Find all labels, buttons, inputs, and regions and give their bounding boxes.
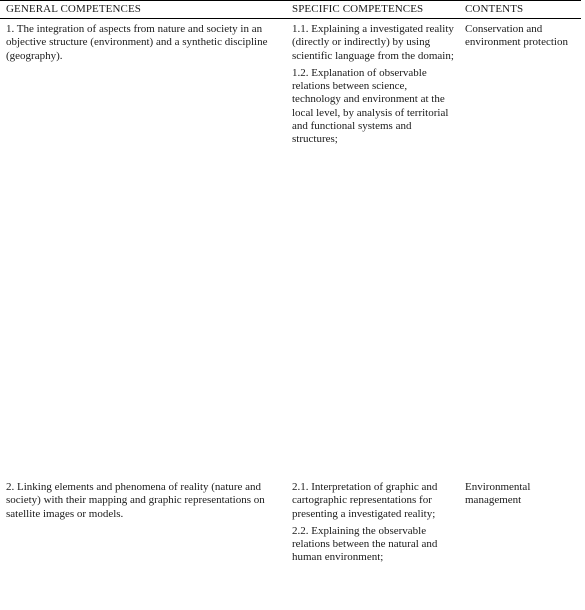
header-specific-competences: SPECIFIC COMPETENCES — [292, 3, 424, 15]
header-general-competences: GENERAL COMPETENCES — [6, 3, 142, 15]
row-1-specific-competences — [292, 23, 454, 147]
table-top-rule — [0, 0, 581, 1]
specific-competence-1-1: 1.1. Explaining a investigated reality (directly or indirectly) by using scientific language from the domain; — [292, 23, 454, 62]
specific-competence-2-1: 2.1. Interpretation of graphic and cartographic representations for presenting a investigated reality; — [292, 481, 438, 520]
header-bottom-rule — [0, 18, 581, 19]
row-2-contents: Environmental management — [465, 481, 531, 507]
row-2-general-competence: 2. Linking elements and phenomena of reality (nature and society) with their mapping and graphic representations on satellite images or models. — [6, 481, 265, 520]
specific-competence-2-2: 2.2. Explaining the observable relations between the natural and human environment; — [292, 524, 438, 564]
header-contents: CONTENTS — [465, 3, 524, 15]
row-1-general-competence: 1. The integration of aspects from nature and society in an objective structure (environment) and a synthetic discipline (geography). — [6, 23, 268, 62]
specific-competence-1-2: 1.2. Explanation of observable relations between science, technology and environment at the local level, by analysis of territorial and functional systems and structures; — [292, 66, 449, 146]
row-1-contents: Conservation and environment protection — [465, 23, 568, 49]
row-2-specific-competences — [292, 481, 454, 565]
